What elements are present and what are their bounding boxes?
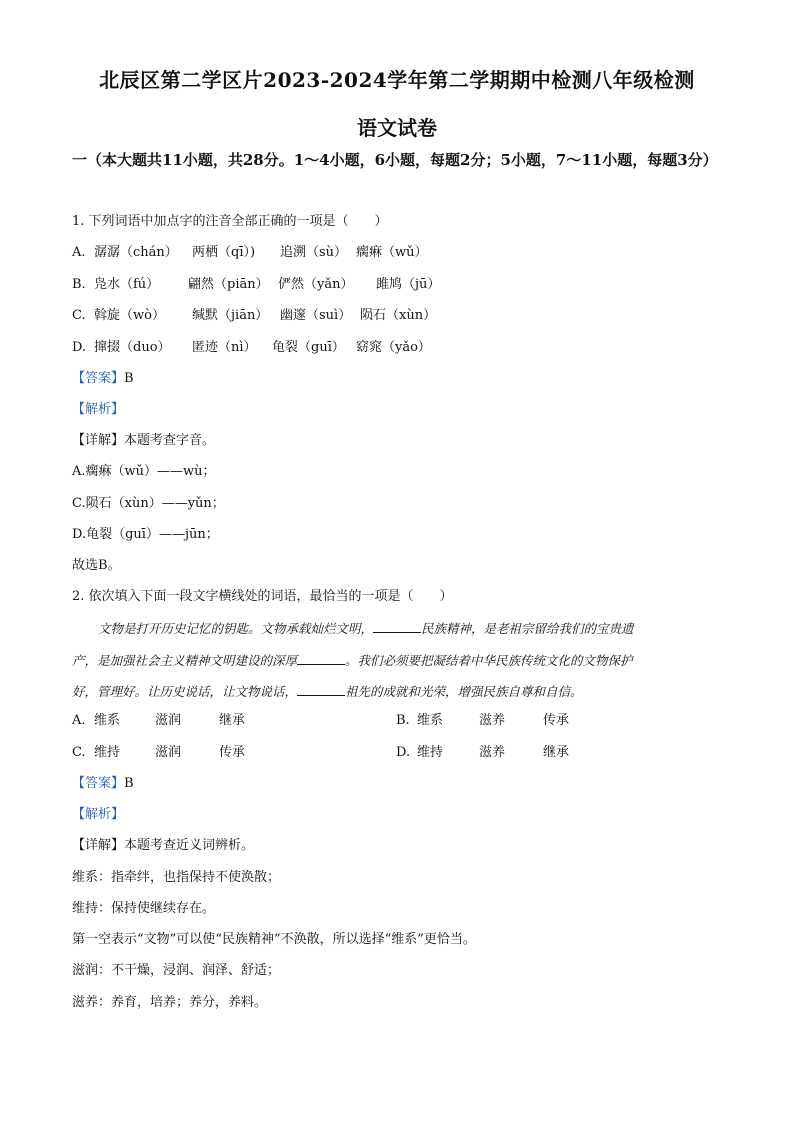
q2-option-a-item: 滋润 (155, 713, 182, 728)
q1-line: D.龟裂（guī）——jūn； (72, 527, 219, 542)
q2-option-b-item: 维系 (417, 713, 444, 728)
q1-stem: 1. 下列词语中加点字的注音全部正确的一项是（ ） (72, 214, 388, 229)
answer-tag: 【答案】 (72, 371, 125, 386)
q2-answer (72, 774, 134, 794)
q2-option-b-item: 传承 (543, 713, 570, 728)
exam-title: 北辰区第二学区片2023-2024学年第二学期期中检测八年级检测 (99, 68, 695, 92)
exam-subtitle: 语文试卷 (357, 116, 437, 140)
fill-blank (373, 618, 421, 633)
q2-detail (72, 836, 254, 856)
section-heading: 一（本大题共11小题，共28分。1～4小题，6小题，每题2分；5小题，7～11小题，每题3分） (72, 151, 718, 169)
q1-option-b-item: 凫水（fú） (94, 277, 160, 292)
q1-detail (72, 431, 215, 451)
q1-option-c-item: 斡旋（wò） (94, 308, 165, 323)
q2-line: 滋养：养育，培养；养分，养料。 (72, 995, 268, 1010)
q2-option-c-item: 传承 (219, 745, 246, 760)
fill-blank (297, 681, 345, 696)
q2-analysis-tag: 【解析】 (72, 807, 125, 822)
q1-option-a-item: 追溯（sù） (280, 245, 348, 260)
q1-option-b-item: 翩然（piān） (188, 277, 269, 292)
answer-value: B (124, 371, 134, 386)
passage-text: 好，管理好。让历史说话，让文物说话， (72, 684, 298, 699)
q2-line: 维持：保持使继续存在。 (72, 901, 216, 916)
q1-option-d-item: 撺掇（duo） (94, 340, 171, 355)
q1-option-b-item: 雎鸠（jū） (376, 277, 441, 292)
passage-text: 。我们必须要把凝结着中华民族传统文化的文物保护 (345, 652, 633, 668)
q1-analysis-tag: 【解析】 (72, 402, 125, 417)
q1-option-d-item: 匿迹（nì） (192, 340, 257, 355)
q2-option-d-letter: D. (396, 745, 411, 760)
q2-option-d-item: 滋养 (479, 745, 506, 760)
detail-tag: 【详解】 (72, 838, 125, 853)
answer-tag: 【答案】 (72, 776, 125, 791)
q1-option-a-item: 潺潺（chán） (94, 245, 178, 260)
q2-stem: 2. 依次填入下面一段文字横线处的词语，最恰当的一项是（ ） (72, 589, 453, 604)
q1-option-d-item: 龟裂（guī） (272, 340, 345, 355)
q2-option-a-item: 继承 (219, 713, 246, 728)
q2-option-d-item: 继承 (543, 745, 570, 760)
q2-option-c-item: 滋润 (155, 745, 182, 760)
q2-line: 第一空表示“文物”可以使“民族精神”不涣散，所以选择“维系”更恰当。 (72, 932, 476, 947)
q1-option-a-item: 两栖（qī）) (192, 245, 256, 260)
q1-option-c-item: 幽邃（suì） (280, 308, 352, 323)
passage-line (72, 676, 722, 708)
q1-line: C.陨石（xùn）——yǔn； (72, 496, 225, 511)
passage-text: 祖先的成就和光荣，增强民族自尊和自信。 (345, 684, 583, 699)
q2-line: 滋润：不干燥，浸润、润泽、舒适； (72, 963, 281, 978)
q1-line: 故选B。 (72, 558, 121, 573)
q2-option-d-item: 维持 (417, 745, 444, 760)
passage-text: 产，是加强社会主义精神文明建设的深厚 (72, 652, 298, 668)
q1-line: A.瘸痳（wǔ）——wù； (72, 464, 216, 479)
answer-value: B (124, 776, 134, 791)
fill-blank (297, 650, 345, 665)
q2-line: 维系：指牵绊，也指保持不使涣散； (72, 870, 281, 885)
q1-answer (72, 369, 134, 389)
q1-option-a-item: 瘸痳（wǔ） (356, 245, 428, 260)
q1-option-d-letter: D. (72, 340, 87, 355)
passage-line (72, 613, 722, 645)
passage-text: 文物是打开历史记忆的钥匙。文物承载灿烂文明， (98, 621, 374, 636)
detail-tag: 【详解】 (72, 433, 125, 448)
q2-option-b-letter: B. (396, 713, 410, 728)
q2-option-b-item: 滋养 (479, 713, 506, 728)
passage-line (72, 645, 722, 677)
q2-option-a-letter: A. (72, 713, 86, 728)
q1-option-b-letter: B. (72, 277, 86, 292)
detail-text: 本题考查近义词辨析。 (124, 838, 255, 853)
detail-text: 本题考查字音。 (124, 433, 216, 448)
q1-option-c-item: 缄默（jiān） (192, 308, 269, 323)
q1-option-a-letter: A. (72, 245, 86, 260)
q1-option-c-letter: C. (72, 308, 86, 323)
q2-passage (72, 613, 722, 708)
q1-option-c-item: 陨石（xùn） (360, 308, 437, 323)
q1-option-b-item: 俨然（yǎn） (278, 277, 354, 292)
q2-option-c-item: 维持 (94, 745, 121, 760)
q1-option-d-item: 窈窕（yǎo） (356, 340, 431, 355)
q2-option-a-item: 维系 (94, 713, 121, 728)
passage-text: 民族精神，是老祖宗留给我们的宝贵遗 (421, 621, 634, 636)
q2-option-c-letter: C. (72, 745, 86, 760)
